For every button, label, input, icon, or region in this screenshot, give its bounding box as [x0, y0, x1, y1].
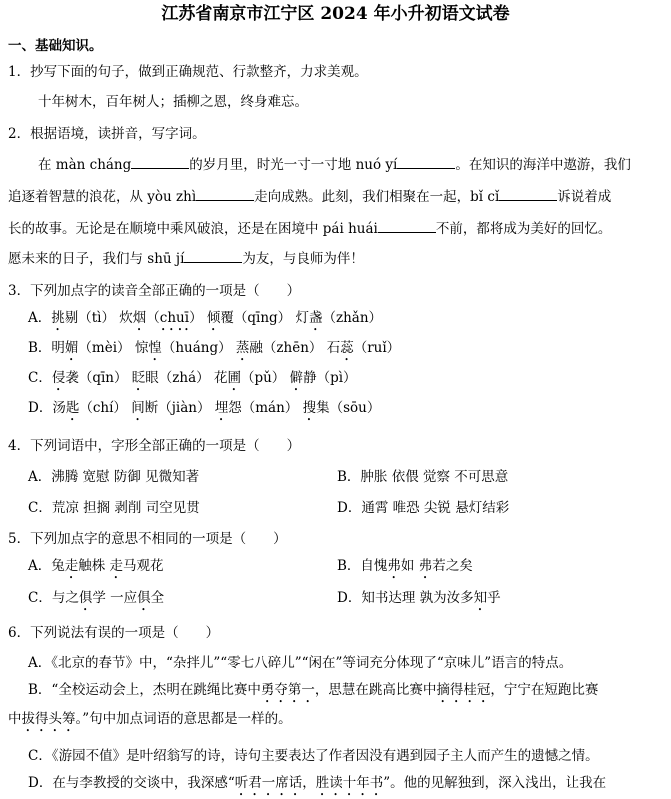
q3-option-a[interactable] [28, 308, 382, 334]
text-span: 弗 [418, 558, 433, 574]
text-span: A． [28, 310, 52, 326]
text-span: 学 一应 [92, 590, 138, 606]
text-span: 倾 [206, 310, 221, 326]
answer-blank[interactable] [196, 188, 254, 201]
q4-option-d[interactable]: D．通霄 唯恐 尖锐 悬灯结彩 [337, 500, 510, 516]
text-span: 花 [213, 370, 228, 386]
text-span: 。在知识的海洋中遨游，我们 [455, 157, 631, 173]
text-span: 融 [249, 340, 263, 356]
text-span: 石 [326, 340, 341, 356]
text-span: 乎 [487, 590, 501, 606]
text-span: 明 [51, 340, 65, 356]
text-span: 不前，都将成为美好的回忆。 [435, 221, 612, 237]
text-span: 剔（tì） [64, 310, 115, 326]
text-span: 集（sōu） [316, 400, 381, 416]
q3-option-c[interactable] [28, 368, 357, 394]
q4-option-a[interactable]: A．沸腾 宽慰 防御 见微知著 [28, 469, 200, 485]
text-span: 盏 [308, 310, 323, 326]
text-span: B．“全校运动会上，杰明在跳绳比赛中 [28, 682, 261, 698]
text-span: 知 [473, 590, 488, 606]
text-span: 长的故事。无论是在顺境中乘风破浪，还是在困境中 pái huái [8, 221, 378, 237]
text-span: 弗 [387, 558, 401, 574]
text-span: （huáng） [161, 340, 232, 356]
text-span: 全 [150, 590, 165, 606]
text-span: 惊 [134, 340, 149, 356]
text-span: “听君一席话，胜读十年书” [227, 775, 391, 791]
text-span: 在 màn cháng [38, 157, 132, 173]
text-span: 匙 [65, 400, 80, 416]
text-span: （mèi） [78, 340, 131, 356]
page-title: 江苏省南京市江宁区 2024 年小升初语文试卷 [161, 4, 510, 24]
q2-line3 [8, 219, 611, 239]
text-span: （pǔ） [240, 370, 286, 386]
text-span: 。他的见解独到，深入浅出，让我在 [390, 775, 607, 791]
text-span: 挑 [51, 310, 65, 326]
q3-option-d[interactable] [28, 398, 380, 424]
text-span: C． [28, 590, 52, 606]
text-span: B． [28, 340, 52, 356]
text-span: 惶 [148, 340, 162, 356]
text-span: C． [28, 370, 52, 386]
text-span: 马观花 [123, 558, 164, 574]
text-span: 怨（mán） [228, 400, 299, 416]
section-heading: 一、基础知识。 [8, 38, 103, 54]
text-span: 。”句中加点词语的意思都是一样的。 [75, 711, 292, 727]
text-span: 媚 [64, 340, 79, 356]
text-span: 蕊 [340, 340, 354, 356]
text-span: 袭（qīn） [65, 370, 128, 386]
answer-blank[interactable] [397, 156, 455, 169]
q6-option-a[interactable]: A．《北京的春节》中，“杂拌儿”“零七八碎儿”“闲在”等词充分体现了“京味儿”语言的特点。 [28, 655, 573, 671]
q5-option-a[interactable] [28, 556, 164, 582]
text-span: 与之 [51, 590, 79, 606]
text-span: 断（jiàn） [144, 400, 211, 416]
q2-line1 [38, 155, 631, 175]
text-span: 为友，与良师为伴！ [242, 251, 364, 267]
text-span: 走 [109, 558, 124, 574]
text-span: D． [28, 400, 53, 416]
text-span: 眨 [131, 370, 146, 386]
text-span: ，思慧在跳高比赛中 [314, 682, 437, 698]
text-span: 追逐着智慧的浪花，从 yòu zhì [8, 189, 197, 205]
q2-line4 [8, 249, 364, 269]
q2-stem: 2．根据语境，读拼音，写字词。 [8, 126, 206, 142]
text-span: 拔得头筹 [21, 711, 76, 727]
q4-option-b[interactable]: B．肿胀 依偎 觉察 不可思意 [337, 469, 509, 485]
text-span: 覆（qīng） [220, 310, 292, 326]
text-span: 诉说着成 [557, 189, 612, 205]
text-span: 俱 [137, 590, 151, 606]
text-span: A． [28, 558, 52, 574]
q6-option-b-cont [8, 709, 292, 735]
text-span: 走 [64, 558, 79, 574]
text-span: 若之矣 [432, 558, 473, 574]
text-span: 知书达理 孰为汝多 [361, 590, 474, 606]
text-span: ，宁宁在短跑比赛 [490, 682, 599, 698]
q5-option-d[interactable] [337, 588, 501, 614]
text-span: （ruǐ） [353, 340, 401, 356]
text-span: 炊 [119, 310, 133, 326]
q5-option-c[interactable] [28, 588, 164, 614]
q6-stem: 6．下列说法有误的一项是（ ） [8, 625, 220, 641]
text-span: 静（pì） [303, 370, 357, 386]
text-span: 勇夺第一 [260, 682, 315, 698]
text-span: D． [337, 590, 362, 606]
answer-blank[interactable] [499, 188, 557, 201]
text-span: 侵 [51, 370, 66, 386]
q3-stem: 3．下列加点字的读音全部正确的一项是（ ） [8, 283, 301, 299]
answer-blank[interactable] [184, 250, 242, 263]
text-span: 搜 [302, 400, 317, 416]
text-span: 僻 [289, 370, 304, 386]
q1-stem: 1．抄写下面的句子，做到正确规范、行款整齐，力求美观。 [8, 64, 368, 80]
text-span: 眼（zhá） [145, 370, 210, 386]
text-span: 汤 [52, 400, 66, 416]
text-span: 间 [131, 400, 145, 416]
q6-option-c[interactable]: C．《游园不值》是叶绍翁写的诗，诗句主要表达了作者因没有遇到园子主人而产生的遗憾之情。 [28, 748, 599, 764]
text-span: D．在与李教授的交谈中，我深感 [28, 775, 228, 791]
text-span: 愿未来的日子，我们与 shū jí [8, 251, 185, 267]
text-span: 烟（chuī） [132, 310, 203, 326]
text-span: 蒸 [235, 340, 250, 356]
answer-blank[interactable] [378, 220, 436, 233]
text-span: 埋 [214, 400, 229, 416]
q4-stem: 4．下列词语中，字形全部正确的一项是（ ） [8, 438, 301, 454]
text-span: 走向成熟。此刻，我们相聚在一起，bǐ cǐ [254, 189, 500, 205]
q2-line2 [8, 187, 611, 207]
q6-option-b[interactable] [28, 680, 598, 706]
text-span: 的岁月里，时光一寸一寸地 nuó yí [189, 157, 398, 173]
text-span: （zhǎn） [322, 310, 383, 326]
text-span: 灯 [295, 310, 309, 326]
text-span: B． [337, 558, 361, 574]
text-span: （zhēn） [262, 340, 323, 356]
q6-option-d[interactable] [28, 773, 606, 799]
text-span: 摘得桂冠 [436, 682, 491, 698]
q3-option-b[interactable] [28, 338, 400, 364]
text-span: 触株 [78, 558, 110, 574]
text-span: 俱 [78, 590, 93, 606]
text-span: 圃 [227, 370, 241, 386]
text-span: 中 [8, 711, 22, 727]
text-span: （chí） [79, 400, 127, 416]
text-span: 兔 [51, 558, 65, 574]
q5-stem: 5．下列加点字的意思不相同的一项是（ ） [8, 531, 287, 547]
text-span: 如 [400, 558, 419, 574]
answer-blank[interactable] [131, 156, 189, 169]
text-span: 自愧 [360, 558, 388, 574]
q1-sentence: 十年树木，百年树人；插柳之恩，终身难忘。 [38, 94, 308, 110]
q4-option-c[interactable]: C．荒凉 担搁 剥削 司空见贯 [28, 500, 200, 516]
q5-option-b[interactable] [337, 556, 473, 582]
